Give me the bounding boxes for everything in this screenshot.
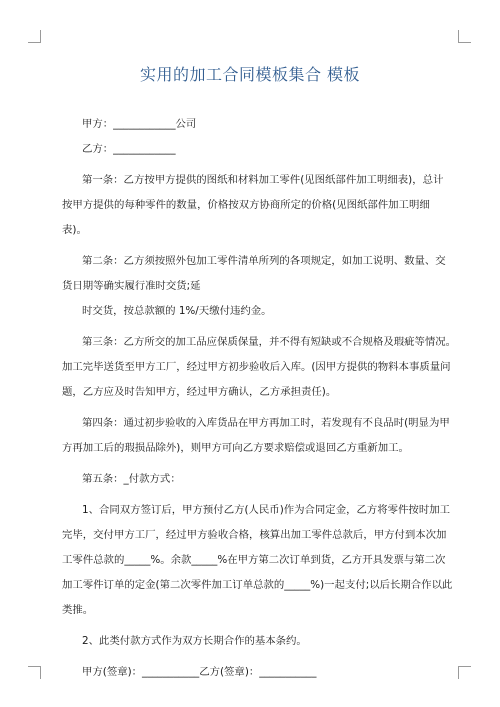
article-1 <box>62 168 444 243</box>
paragraph-line: 货日期等确实履行准时交货;延 <box>62 280 201 292</box>
paragraph-line: 方再加工后的瑕损品除外)，则甲方可向乙方要求赔偿或退回乙方重新加工。 <box>62 442 409 454</box>
crop-mark-bottom-left <box>28 666 41 679</box>
signature-line: 甲方(签章)：___________乙方(签章)：___________ <box>82 666 317 678</box>
article-5-heading: 第五条：_付款方式： <box>82 473 181 485</box>
party-a-line: 甲方：____________公司 <box>82 118 197 130</box>
article-2 <box>62 249 446 324</box>
paragraph-line: 1、合同双方签订后，甲方预付乙方(人民币)作为合同定金，乙方将零件按时加工 <box>82 504 450 516</box>
payment-clause-2: 2、此类付款方式作为双方长期合作的基本条约。 <box>82 635 307 647</box>
crop-mark-bottom-right <box>458 666 471 679</box>
document-title: 实用的加工合同模板集合 模板 <box>139 65 361 84</box>
document-body <box>62 112 457 685</box>
article-4 <box>62 411 450 461</box>
crop-mark-top-right <box>458 30 471 43</box>
paragraph-line: 第四条：通过初步验收的入库货品在甲方再加工时，若发现有不良品时(明显为甲 <box>82 417 450 429</box>
paragraph-line: 按甲方提供的每种零件的数量，价格按双方协商所定的价格(见图纸部件加工明细 <box>62 199 430 211</box>
paragraph-line: 加工零件订单的定金(第二次零件加工订单总款的_____%)一起支付;以后长期合作以此 <box>62 579 453 591</box>
paragraph-line: 题，乙方应及时告知甲方，经过甲方确认，乙方承担责任)。 <box>62 386 337 398</box>
paragraph-line: 第二条：乙方须按照外包加工零件清单所列的各项规定，如加工说明、数量、交 <box>82 255 446 267</box>
paragraph-line: 第一条：乙方按甲方提供的图纸和材料加工零件(见图纸部件加工明细表)，总计 <box>82 174 444 186</box>
paragraph-line: 时交货，按总款额的 1%/天缴付违约金。 <box>82 305 272 317</box>
paragraph-line: 类推。 <box>62 604 94 616</box>
party-b-line: 乙方：____________ <box>82 143 176 155</box>
payment-clause-1 <box>62 498 453 623</box>
paragraph-line: 表)。 <box>62 224 87 236</box>
paragraph-line: 加工完毕送货至甲方工厂，经过甲方初步验收后入库。(因甲方提供的物料本事质量问 <box>62 361 451 373</box>
paragraph-line: 完毕，交付甲方工厂，经过甲方验收合格，核算出加工零件总款后，甲方付到本次加 <box>62 529 447 541</box>
paragraph-line: 工零件总款的_____%。余款_____%在甲方第二次订单到货，乙方开具发票与第二次 <box>62 554 446 566</box>
paragraph-line: 第三条：乙方所交的加工品应保质保量，并不得有短缺或不合规格及瑕疵等情况。 <box>82 336 457 348</box>
article-3 <box>62 330 457 405</box>
crop-mark-top-left <box>28 30 41 43</box>
